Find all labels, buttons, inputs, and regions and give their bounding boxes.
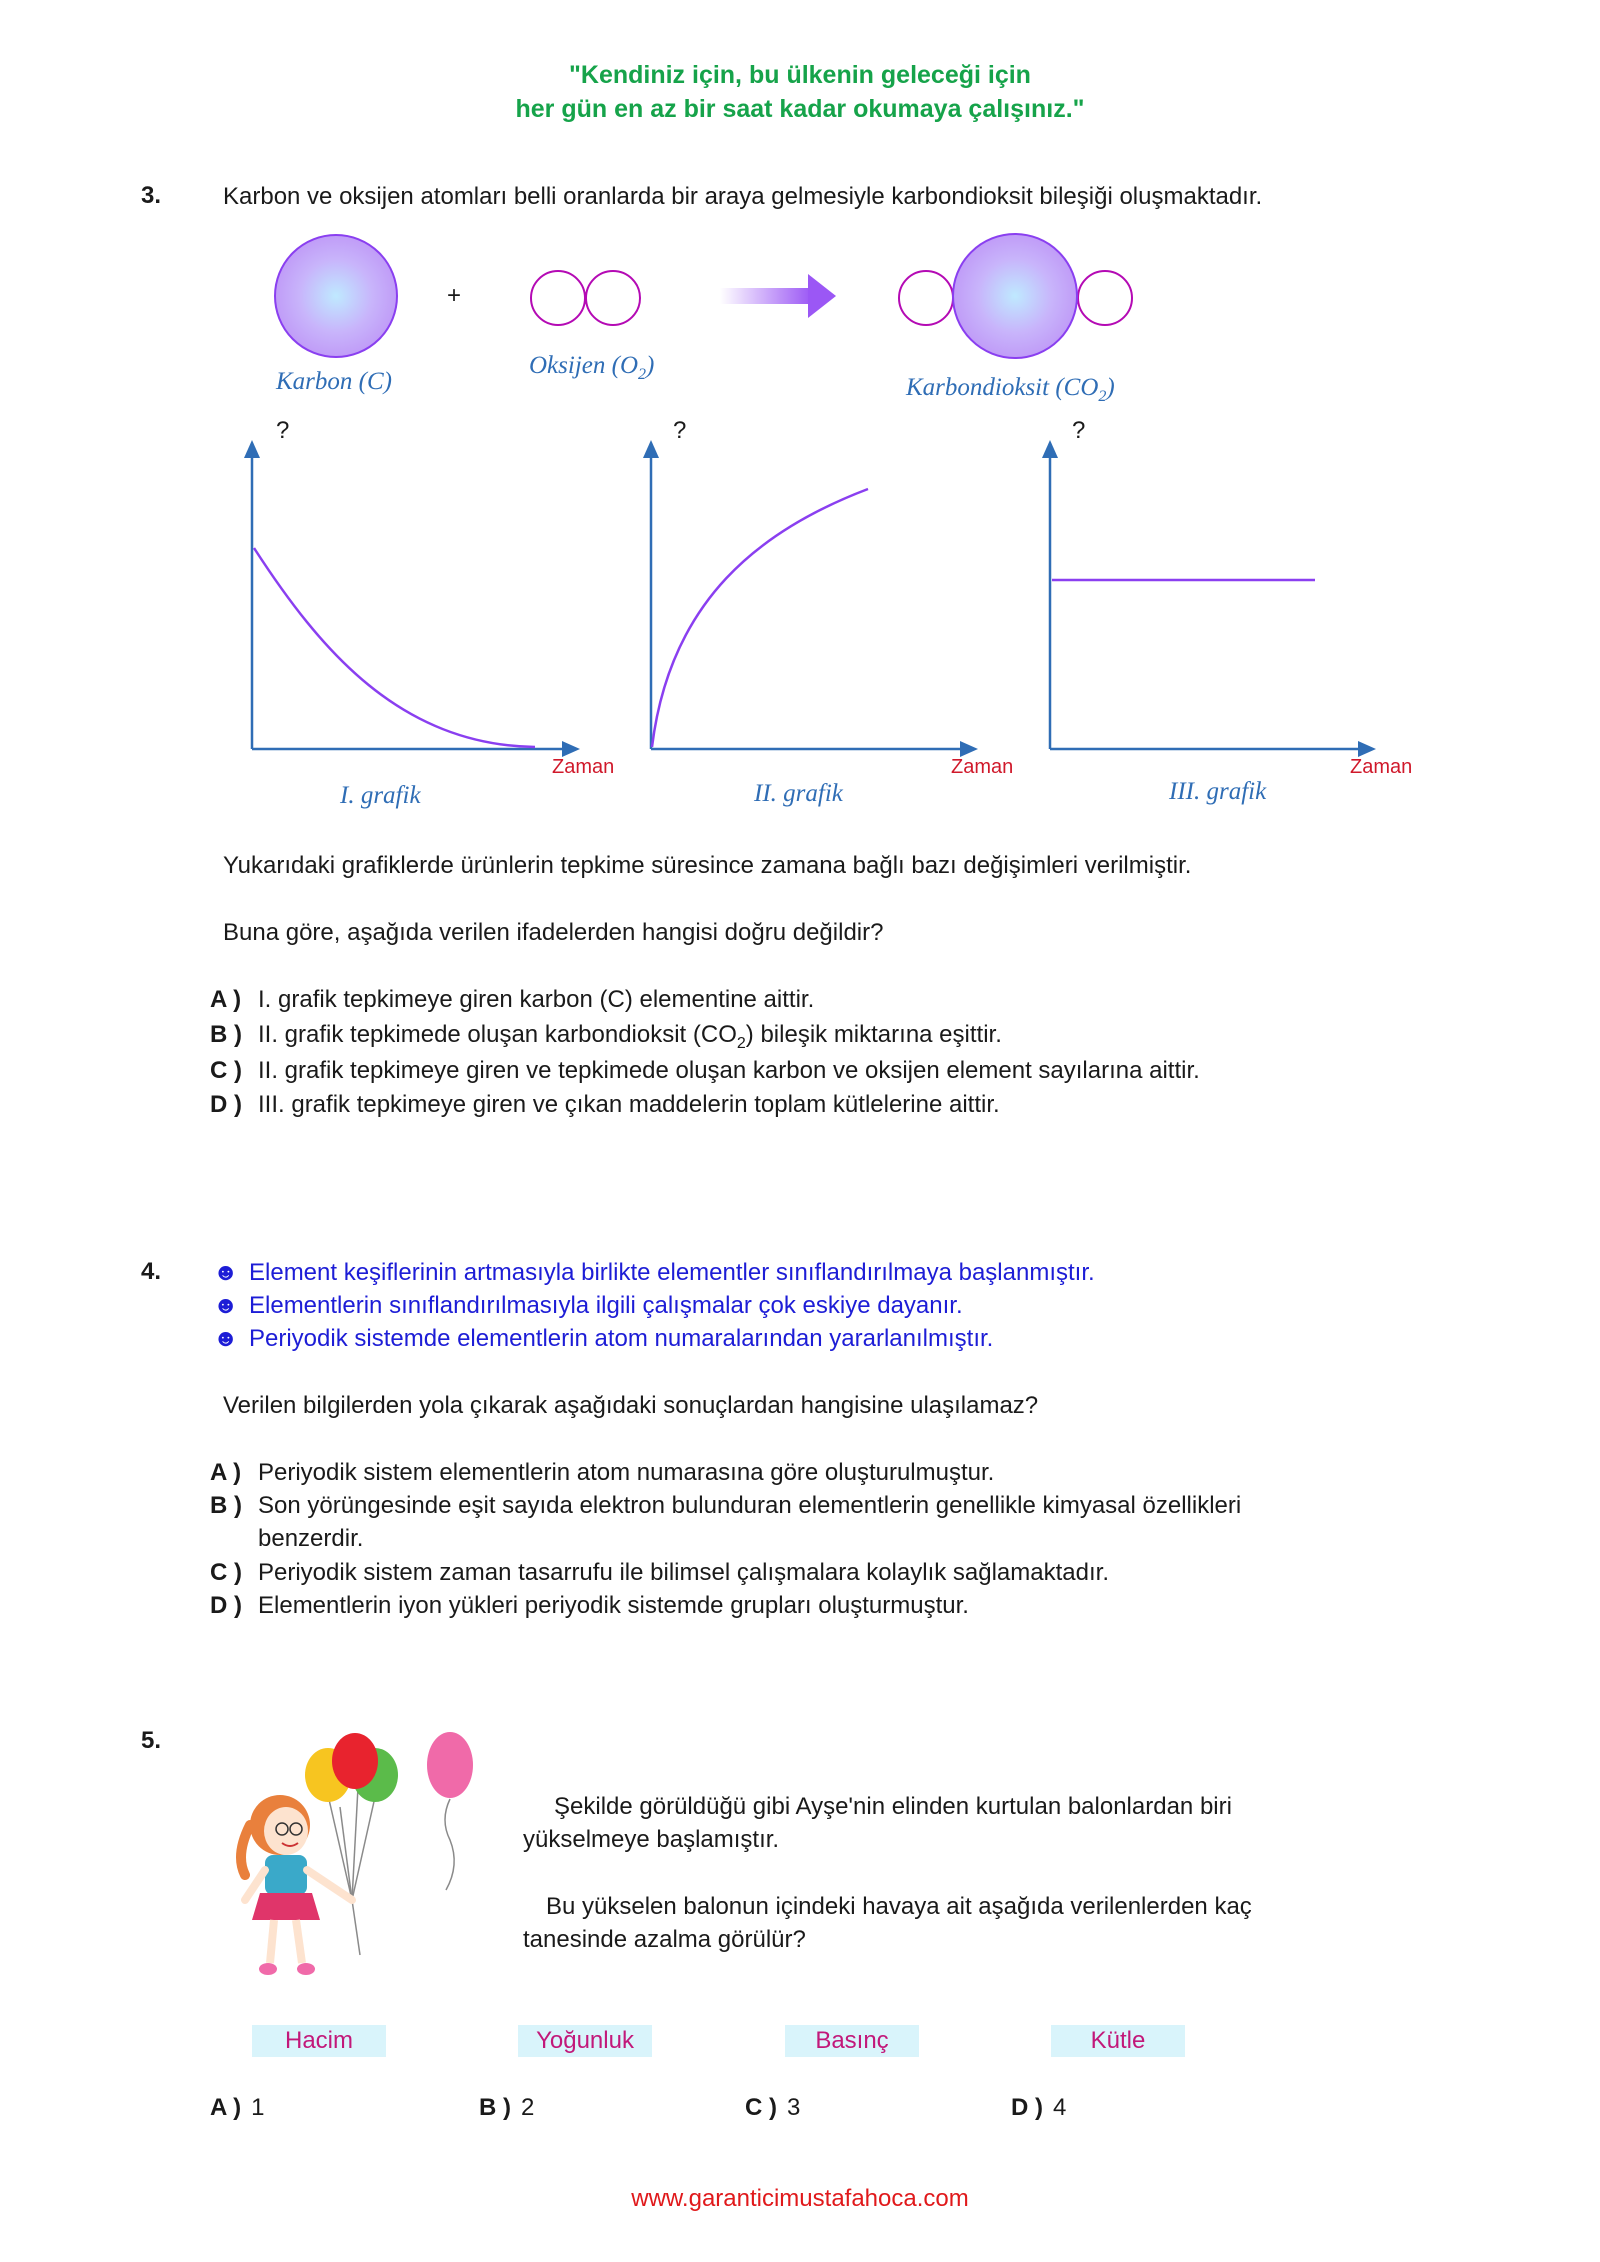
graphs-svg [0,0,1600,820]
red-balloon [332,1733,378,1789]
graph-2-x-label: Zaman [951,756,1014,778]
graph-1 [244,440,580,757]
pink-balloon [427,1732,473,1798]
graph-1-x-label: Zaman [552,756,615,778]
q5-para-1-line-2: yükselmeye başlamıştır. [523,1826,780,1853]
q3-option-d[interactable]: D ) III. grafik tepkimeye giren ve çıkan maddelerin toplam kütlelerine aittir. [210,1091,1000,1118]
quote-line-1: "Kendiniz için, bu ülkenin geleceği için [569,61,1031,89]
question-3-number: 3. [141,182,162,209]
graph-2-y-label: ? [673,417,687,444]
smiley-bullet-icon: ☻ [213,1292,239,1319]
graph-3-y-label: ? [1072,417,1086,444]
tag-kutle: Kütle [1051,2025,1185,2057]
q4-option-c[interactable]: C ) Periyodik sistem zaman tasarrufu ile bilimsel çalışmalara kolaylık sağlamaktadır. [210,1559,1109,1586]
q5-option-a[interactable]: A ) 1 [210,2094,265,2121]
q5-option-b[interactable]: B ) 2 [479,2094,535,2121]
graph-1-y-label: ? [276,417,290,444]
q4-option-b[interactable]: B ) Son yörüngesinde eşit sayıda elektron bulunduran elementlerin genellikle kimyasal özellikleri [210,1492,1242,1519]
graph-1-label: I. grafik [340,782,421,809]
question-3-text-2: Buna göre, aşağıda verilen ifadelerden hangisi doğru değildir? [223,919,884,946]
q4-fact-1: ☻ Element keşiflerinin artmasıyla birlikte elementler sınıflandırılmaya başlanmıştır. [213,1259,1095,1286]
footer-url[interactable]: www.garanticimustafahoca.com [631,2185,969,2212]
q3-option-c[interactable]: C ) II. grafik tepkimeye giren ve tepkimede oluşan karbon ve oksijen element sayılarına aittir. [210,1057,1200,1084]
question-3-text-1: Yukarıdaki grafiklerde ürünlerin tepkime süresince zamana bağlı bazı değişimleri verilmiştir. [223,852,1192,879]
graph-2-label: II. grafik [754,780,843,807]
q5-para-2-line-1: Bu yükselen balonun içindeki havaya ait aşağıda verilenlerden kaç [546,1893,1252,1920]
question-5-number: 5. [141,1727,162,1754]
q5-para-1-line-1: Şekilde görüldüğü gibi Ayşe'nin elinden kurtulan balonlardan biri [554,1793,1232,1820]
graph-1-curve [254,548,535,747]
graph-2 [643,440,978,757]
q4-option-d[interactable]: D ) Elementlerin iyon yükleri periyodik sistemde grupları oluşturmuştur. [210,1592,969,1619]
q5-option-c[interactable]: C ) 3 [745,2094,801,2121]
q5-para-2-line-2: tanesinde azalma görülür? [523,1926,806,1953]
q5-option-d[interactable]: D ) 4 [1011,2094,1067,2121]
q4-option-b-cont: benzerdir. [258,1525,364,1552]
q4-fact-2: ☻ Elementlerin sınıflandırılmasıyla ilgili çalışmalar çok eskiye dayanır. [213,1292,963,1319]
carbon-label: Karbon (C) [276,368,392,395]
tag-yogunluk: Yoğunluk [518,2025,652,2057]
question-3-stem: Karbon ve oksijen atomları belli oranlarda bir araya gelmesiyle karbondioksit bileşiği oluşmaktadır. [223,183,1263,210]
tag-basinc: Basınç [785,2025,919,2057]
graph-2-curve [652,489,868,747]
graph-3 [1042,440,1376,757]
q4-option-a[interactable]: A ) Periyodik sistem elementlerin atom numarasına göre oluşturulmuştur. [210,1459,995,1486]
graph-3-label: III. grafik [1169,778,1267,805]
graph-3-x-label: Zaman [1350,756,1413,778]
co2-label: Karbondioksit $(CO_2)$ [906,374,1115,405]
tag-hacim: Hacim [252,2025,386,2057]
smiley-bullet-icon: ☻ [213,1325,239,1352]
girl-with-balloons-illustration [210,1725,490,2005]
question-4-text: Verilen bilgilerden yola çıkarak aşağıdaki sonuçlardan hangisine ulaşılamaz? [223,1392,1039,1419]
q3-option-a[interactable]: A ) I. grafik tepkimeye giren karbon (C) elementine aittir. [210,986,815,1013]
plus-sign: + [447,282,462,309]
oxygen-label: Oksijen $(O_2)$ [529,352,655,383]
q3-option-b[interactable]: B ) II. grafik tepkimede oluşan karbondioksit $(CO_2)$ bileşik miktarına eşittir. [210,1021,1002,1052]
q4-fact-3: ☻ Periyodik sistemde elementlerin atom numaralarından yararlanılmıştır. [213,1325,994,1352]
question-4-number: 4. [141,1258,162,1285]
quote-line-2: her gün en az bir saat kadar okumaya çalışınız." [515,95,1085,123]
smiley-bullet-icon: ☻ [213,1259,239,1286]
